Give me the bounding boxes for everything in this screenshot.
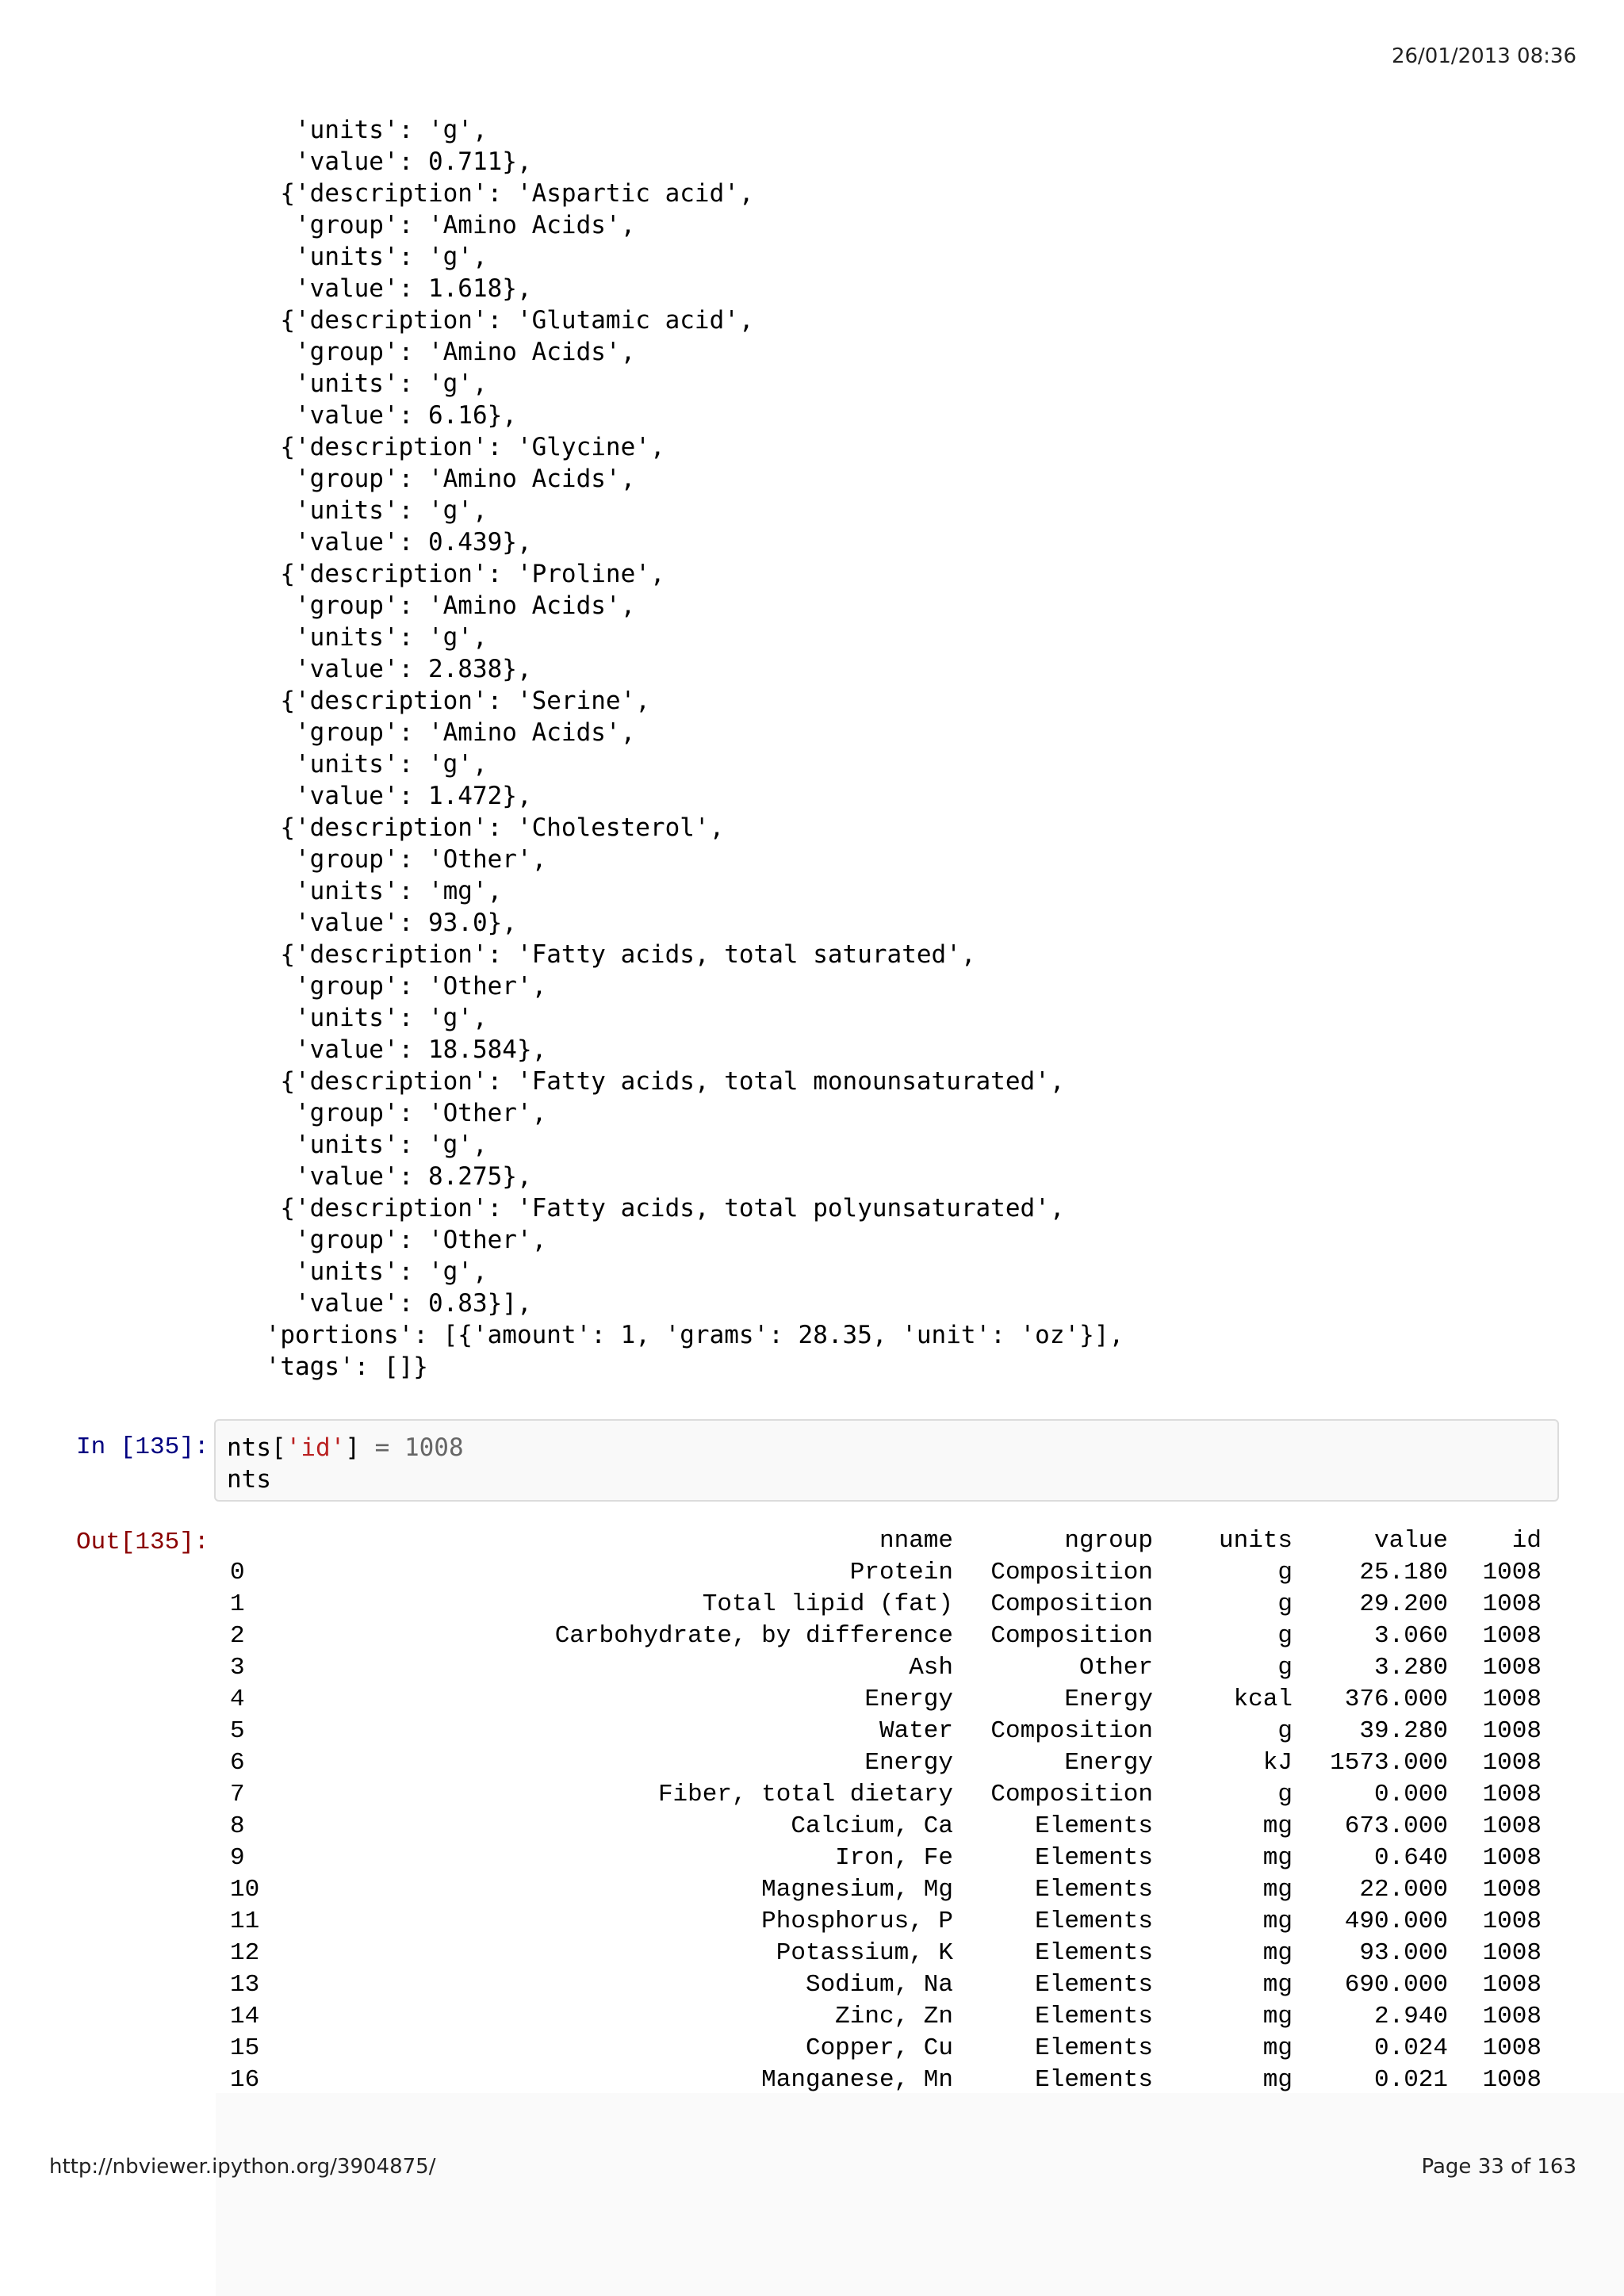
footer-url: http://nbviewer.ipython.org/3904875/ <box>49 2155 436 2179</box>
table-row <box>230 2033 1542 2064</box>
cell-id: 1008 <box>1482 1717 1542 1745</box>
page-shade <box>216 2093 1624 2296</box>
output-line: 'units': 'g', <box>251 369 488 398</box>
cell-ngroup: Elements <box>1035 1971 1153 1999</box>
cell-units: mg <box>1262 1812 1293 1840</box>
output-line: {'description': 'Glycine', <box>251 433 665 461</box>
cell-ngroup: Elements <box>1035 1844 1153 1872</box>
cell-nname: Protein <box>849 1559 953 1586</box>
output-line: 'group': 'Other', <box>251 1099 547 1127</box>
cell-ngroup: Composition <box>990 1781 1153 1808</box>
table-row <box>230 1874 1542 1906</box>
cell-units: kcal <box>1233 1686 1293 1713</box>
cell-nname: Carbohydrate, by difference <box>554 1622 953 1650</box>
output-line: 'units': 'g', <box>251 750 488 779</box>
output-line: 'value': 8.275}, <box>251 1162 532 1191</box>
cell-id: 1008 <box>1482 2034 1542 2062</box>
row-index: 14 <box>230 2003 260 2030</box>
output-line: 'group': 'Amino Acids', <box>251 465 636 493</box>
output-line: 'value': 1.472}, <box>251 782 532 810</box>
cell-value: 490.000 <box>1344 1908 1448 1935</box>
cell-nname: Phosphorus, P <box>761 1908 953 1935</box>
cell-nname: Iron, Fe <box>835 1844 953 1872</box>
cell-id: 1008 <box>1482 1749 1542 1777</box>
cell-id: 1008 <box>1482 1686 1542 1713</box>
code-token-string: 'id' <box>285 1433 346 1462</box>
cell-nname: Zinc, Zn <box>835 2003 953 2030</box>
cell-ngroup: Elements <box>1035 2003 1153 2030</box>
code-token-number: 1008 <box>404 1433 464 1462</box>
output-line: 'tags': []} <box>251 1353 428 1381</box>
column-header-nname: nname <box>879 1527 953 1555</box>
output-line: 'value': 93.0}, <box>251 909 517 937</box>
row-index: 5 <box>230 1717 245 1745</box>
cell-value: 0.000 <box>1373 1781 1448 1808</box>
output-line: {'description': 'Cholesterol', <box>251 813 725 842</box>
output-line: {'description': 'Glutamic acid', <box>251 306 754 335</box>
output-line: 'group': 'Other', <box>251 1226 547 1254</box>
cell-nname: Energy <box>864 1686 953 1713</box>
cell-ngroup: Composition <box>990 1622 1153 1650</box>
row-index: 10 <box>230 1876 260 1904</box>
previous-cell-output <box>251 114 1124 1383</box>
row-index: 11 <box>230 1908 260 1935</box>
cell-id: 1008 <box>1482 2066 1542 2094</box>
output-line: 'group': 'Other', <box>251 972 547 1001</box>
cell-nname: Calcium, Ca <box>791 1812 953 1840</box>
cell-id: 1008 <box>1482 1654 1542 1682</box>
column-header-ngroup: ngroup <box>1064 1527 1153 1555</box>
table-body <box>230 1557 1542 2096</box>
cell-ngroup: Composition <box>990 1590 1153 1618</box>
page-number: Page 33 of 163 <box>1421 2155 1576 2179</box>
table-row <box>230 1747 1542 1779</box>
cell-units: mg <box>1262 2003 1293 2030</box>
column-header-id: id <box>1511 1527 1542 1555</box>
output-line: 'value': 0.439}, <box>251 528 532 557</box>
output-line: {'description': 'Fatty acids, total polyunsaturated', <box>251 1194 1065 1223</box>
cell-id: 1008 <box>1482 1939 1542 1967</box>
row-index: 15 <box>230 2034 260 2062</box>
code-token-bracket: ] <box>345 1433 360 1462</box>
table-row <box>230 1652 1542 1684</box>
row-index: 8 <box>230 1812 245 1840</box>
row-index: 16 <box>230 2066 260 2094</box>
output-line: 'portions': [{'amount': 1, 'grams': 28.35, 'unit': 'oz'}], <box>251 1321 1124 1349</box>
row-index: 9 <box>230 1844 245 1872</box>
print-timestamp: 26/01/2013 08:36 <box>1391 44 1576 68</box>
cell-units: mg <box>1262 1939 1293 1967</box>
cell-id: 1008 <box>1482 1971 1542 1999</box>
cell-nname: Total lipid (fat) <box>702 1590 953 1618</box>
cell-ngroup: Elements <box>1035 1812 1153 1840</box>
output-line: 'group': 'Amino Acids', <box>251 338 636 366</box>
table-row <box>230 1779 1542 1811</box>
output-line: 'value': 1.618}, <box>251 274 532 303</box>
output-line: 'units': 'g', <box>251 116 488 144</box>
output-line: 'group': 'Amino Acids', <box>251 718 636 747</box>
code-token-assign: = <box>359 1433 404 1462</box>
cell-value: 39.280 <box>1359 1717 1448 1745</box>
cell-units: mg <box>1262 1876 1293 1904</box>
cell-value: 673.000 <box>1344 1812 1448 1840</box>
output-line: 'units': 'g', <box>251 1257 488 1286</box>
table-row <box>230 1557 1542 1589</box>
row-index: 0 <box>230 1559 245 1586</box>
cell-ngroup: Other <box>1078 1654 1153 1682</box>
table-row <box>230 1843 1542 1874</box>
table-row <box>230 1589 1542 1621</box>
cell-value: 29.200 <box>1359 1590 1448 1618</box>
output-line: 'units': 'g', <box>251 1131 488 1159</box>
cell-nname: Sodium, Na <box>805 1971 953 1999</box>
table-row <box>230 1969 1542 2001</box>
cell-ngroup: Elements <box>1035 1939 1153 1967</box>
row-index: 6 <box>230 1749 245 1777</box>
output-line: 'units': 'mg', <box>251 877 503 905</box>
cell-units: g <box>1277 1654 1293 1682</box>
cell-value: 0.640 <box>1373 1844 1448 1872</box>
output-line: 'group': 'Amino Acids', <box>251 591 636 620</box>
column-header-index <box>230 1525 349 1557</box>
cell-units: g <box>1277 1590 1293 1618</box>
output-line: 'value': 0.711}, <box>251 147 532 176</box>
cell-ngroup: Composition <box>990 1717 1153 1745</box>
cell-id: 1008 <box>1482 1622 1542 1650</box>
cell-nname: Fiber, total dietary <box>657 1781 953 1808</box>
code-token-var: nts[ <box>227 1433 286 1462</box>
cell-nname: Potassium, K <box>776 1939 953 1967</box>
table-header-row <box>230 1525 1542 1557</box>
cell-units: g <box>1277 1717 1293 1745</box>
cell-value: 3.280 <box>1373 1654 1448 1682</box>
cell-units: kJ <box>1262 1749 1293 1777</box>
cell-units: mg <box>1262 1971 1293 1999</box>
column-header-value: value <box>1373 1527 1448 1555</box>
cell-ngroup: Energy <box>1064 1686 1153 1713</box>
table-row <box>230 1938 1542 1969</box>
cell-nname: Copper, Cu <box>805 2034 953 2062</box>
cell-ngroup: Elements <box>1035 2034 1153 2062</box>
cell-units: mg <box>1262 2034 1293 2062</box>
cell-ngroup: Elements <box>1035 1876 1153 1904</box>
cell-value: 0.021 <box>1373 2066 1448 2094</box>
cell-ngroup: Energy <box>1064 1749 1153 1777</box>
cell-id: 1008 <box>1482 1876 1542 1904</box>
cell-units: mg <box>1262 2066 1293 2094</box>
table-row <box>230 1684 1542 1716</box>
table-row <box>230 1716 1542 1747</box>
cell-units: g <box>1277 1559 1293 1586</box>
cell-id: 1008 <box>1482 1590 1542 1618</box>
cell-value: 690.000 <box>1344 1971 1448 1999</box>
output-line: {'description': 'Fatty acids, total saturated', <box>251 940 976 969</box>
cell-nname: Magnesium, Mg <box>761 1876 953 1904</box>
cell-units: g <box>1277 1622 1293 1650</box>
row-index: 12 <box>230 1939 260 1967</box>
cell-id: 1008 <box>1482 2003 1542 2030</box>
table-row <box>230 1621 1542 1652</box>
output-line: 'units': 'g', <box>251 496 488 525</box>
output-line: 'value': 18.584}, <box>251 1035 547 1064</box>
cell-ngroup: Elements <box>1035 1908 1153 1935</box>
output-line: 'units': 'g', <box>251 243 488 271</box>
output-line: {'description': 'Fatty acids, total monounsaturated', <box>251 1067 1065 1096</box>
output-line: 'units': 'g', <box>251 623 488 652</box>
output-line: 'units': 'g', <box>251 1004 488 1032</box>
cell-units: mg <box>1262 1844 1293 1872</box>
table-row <box>230 1906 1542 1938</box>
cell-units: g <box>1277 1781 1293 1808</box>
output-line: 'group': 'Amino Acids', <box>251 211 636 239</box>
row-index: 1 <box>230 1590 245 1618</box>
output-line: 'group': 'Other', <box>251 845 547 874</box>
cell-value: 3.060 <box>1373 1622 1448 1650</box>
cell-id: 1008 <box>1482 1908 1542 1935</box>
output-line: 'value': 0.83}], <box>251 1289 532 1318</box>
cell-ngroup: Elements <box>1035 2066 1153 2094</box>
output-line: 'value': 2.838}, <box>251 655 532 683</box>
output-prompt: Out[135]: <box>76 1529 209 1556</box>
row-index: 4 <box>230 1686 245 1713</box>
cell-value: 22.000 <box>1359 1876 1448 1904</box>
output-line: {'description': 'Serine', <box>251 687 650 715</box>
cell-nname: Water <box>879 1717 953 1745</box>
input-prompt: In [135]: <box>76 1433 209 1461</box>
cell-nname: Manganese, Mn <box>761 2066 953 2094</box>
row-index: 7 <box>230 1781 245 1808</box>
cell-units: mg <box>1262 1908 1293 1935</box>
cell-value: 93.000 <box>1359 1939 1448 1967</box>
row-index: 13 <box>230 1971 260 1999</box>
cell-value: 376.000 <box>1344 1686 1448 1713</box>
cell-id: 1008 <box>1482 1559 1542 1586</box>
table-row <box>230 1811 1542 1843</box>
code-line-2: nts <box>227 1465 271 1494</box>
cell-value: 1573.000 <box>1330 1749 1448 1777</box>
output-line: {'description': 'Aspartic acid', <box>251 179 754 208</box>
cell-value: 2.940 <box>1373 2003 1448 2030</box>
row-index: 2 <box>230 1622 245 1650</box>
output-line: 'value': 6.16}, <box>251 401 517 430</box>
cell-value: 0.024 <box>1373 2034 1448 2062</box>
output-line: {'description': 'Proline', <box>251 560 665 588</box>
cell-value: 25.180 <box>1359 1559 1448 1586</box>
code-input-cell[interactable] <box>214 1419 1559 1502</box>
column-header-units: units <box>1218 1527 1293 1555</box>
cell-id: 1008 <box>1482 1844 1542 1872</box>
row-index: 3 <box>230 1654 245 1682</box>
cell-nname: Ash <box>909 1654 953 1682</box>
cell-nname: Energy <box>864 1749 953 1777</box>
dataframe-table <box>230 1525 1542 2096</box>
cell-id: 1008 <box>1482 1781 1542 1808</box>
code-editor[interactable] <box>227 1432 464 1495</box>
cell-ngroup: Composition <box>990 1559 1153 1586</box>
table-row <box>230 2064 1542 2096</box>
cell-id: 1008 <box>1482 1812 1542 1840</box>
table-row <box>230 2001 1542 2033</box>
